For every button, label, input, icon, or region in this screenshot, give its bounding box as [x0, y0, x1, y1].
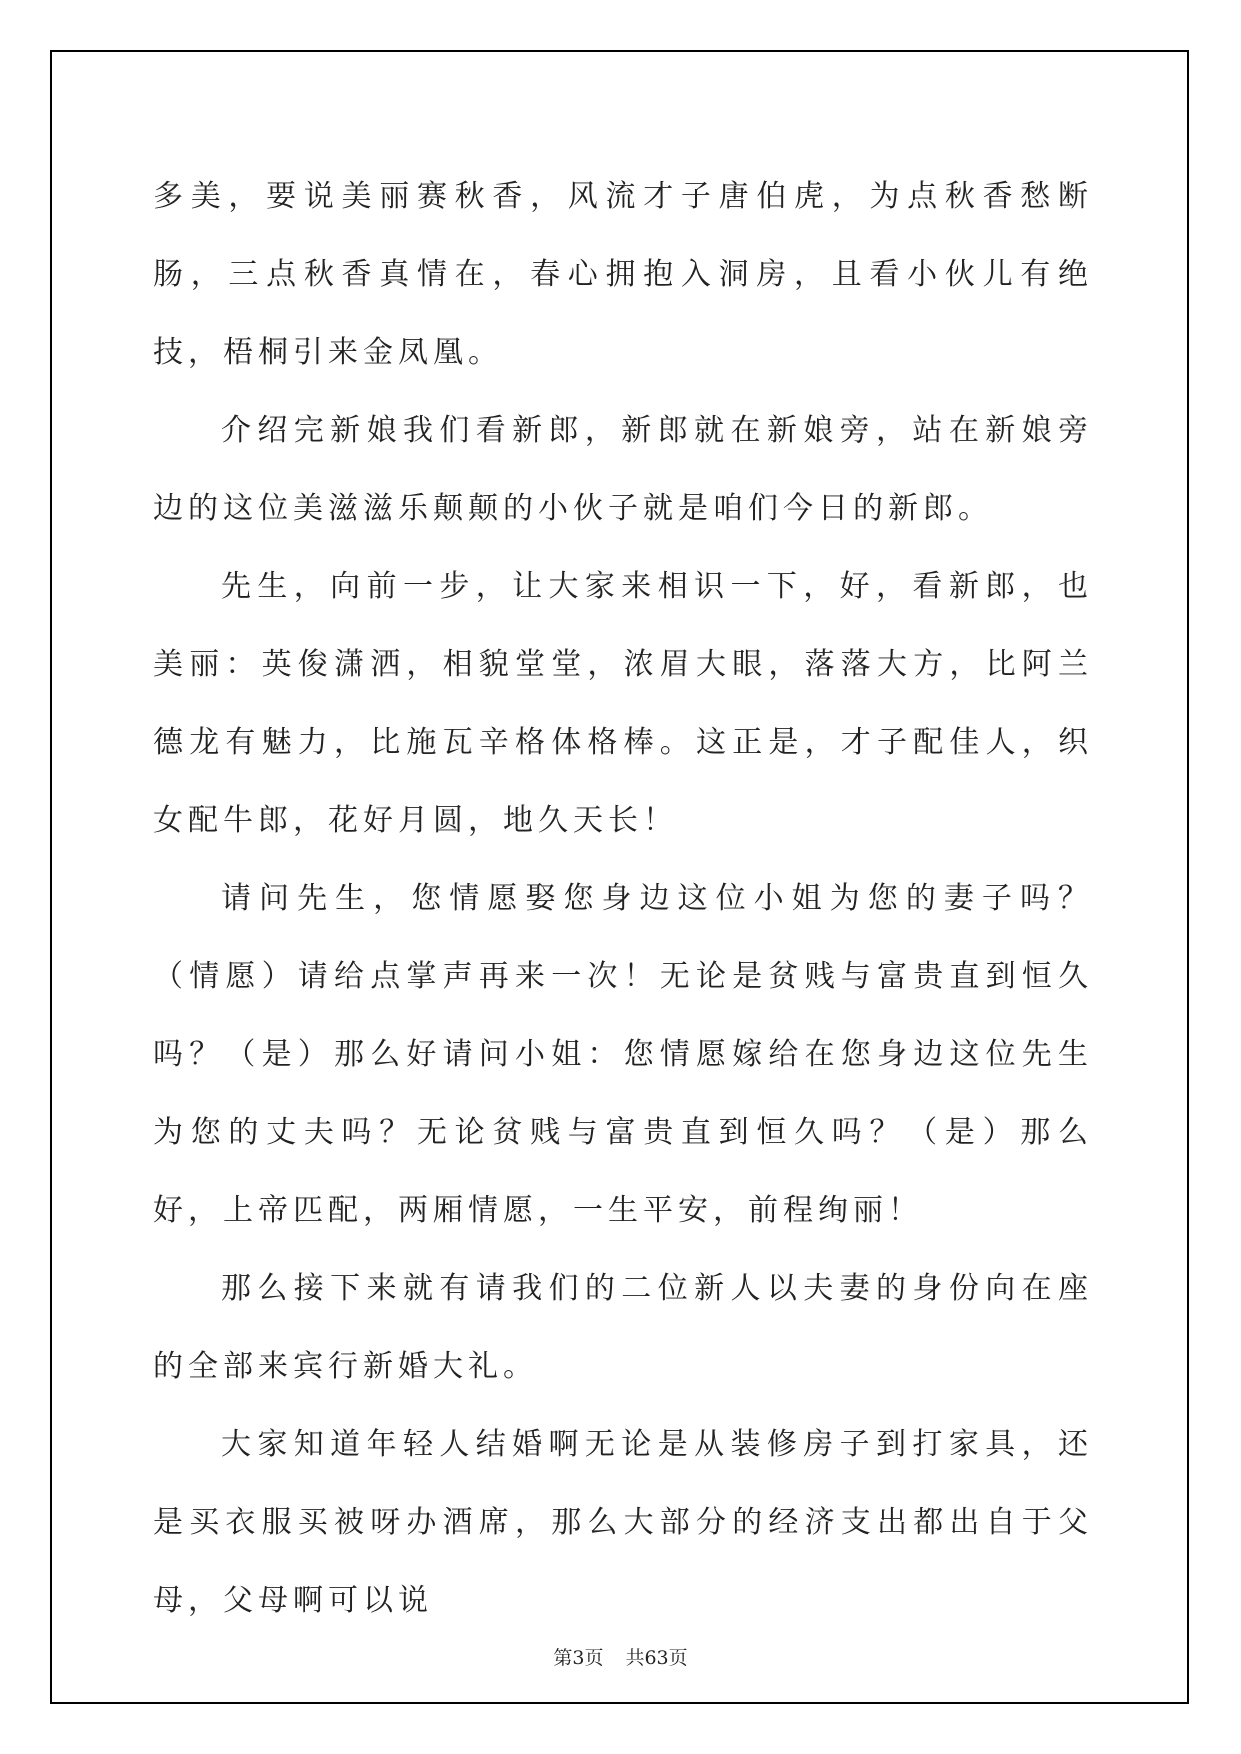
paragraph-4: 请问先生，您情愿娶您身边这位小姐为您的妻子吗？（情愿）请给点掌声再来一次！无论是贫贱与富贵直到恒久吗？（是）那么好请问小姐：您情愿嫁给在您身边这位先生为您的丈夫吗？无论贫贱与富贵直到恒久吗？（是）那么好，上帝匹配，两厢情愿，一生平安，前程绚丽！ [153, 881, 1093, 1228]
paragraph-6: 大家知道年轻人结婚啊无论是从装修房子到打家具，还是买衣服买被呀办酒席，那么大部分的经济支出都出自于父母，父母啊可以说 [153, 1427, 1093, 1618]
page-number: 第3页 [553, 1647, 604, 1669]
paragraph-2: 介绍完新娘我们看新郎，新郎就在新娘旁，站在新娘旁边的这位美滋滋乐颠颠的小伙子就是咱们今日的新郎。 [153, 413, 1093, 526]
page-total: 共63页 [625, 1647, 688, 1669]
paragraph-3: 先生，向前一步，让大家来相识一下，好，看新郎，也美丽：英俊潇洒，相貌堂堂，浓眉大眼，落落大方，比阿兰德龙有魅力，比施瓦辛格体格棒。这正是，才子配佳人，织女配牛郎，花好月圆，地久天长！ [153, 569, 1093, 838]
paragraph-5: 那么接下来就有请我们的二位新人以夫妻的身份向在座的全部来宾行新婚大礼。 [153, 1271, 1093, 1384]
paragraph-1: 多美，要说美丽赛秋香，风流才子唐伯虎，为点秋香愁断肠，三点秋香真情在，春心拥抱入洞房，且看小伙儿有绝技，梧桐引来金凤凰。 [153, 179, 1093, 370]
page-footer [0, 1643, 1241, 1670]
document-body [153, 158, 1093, 1640]
